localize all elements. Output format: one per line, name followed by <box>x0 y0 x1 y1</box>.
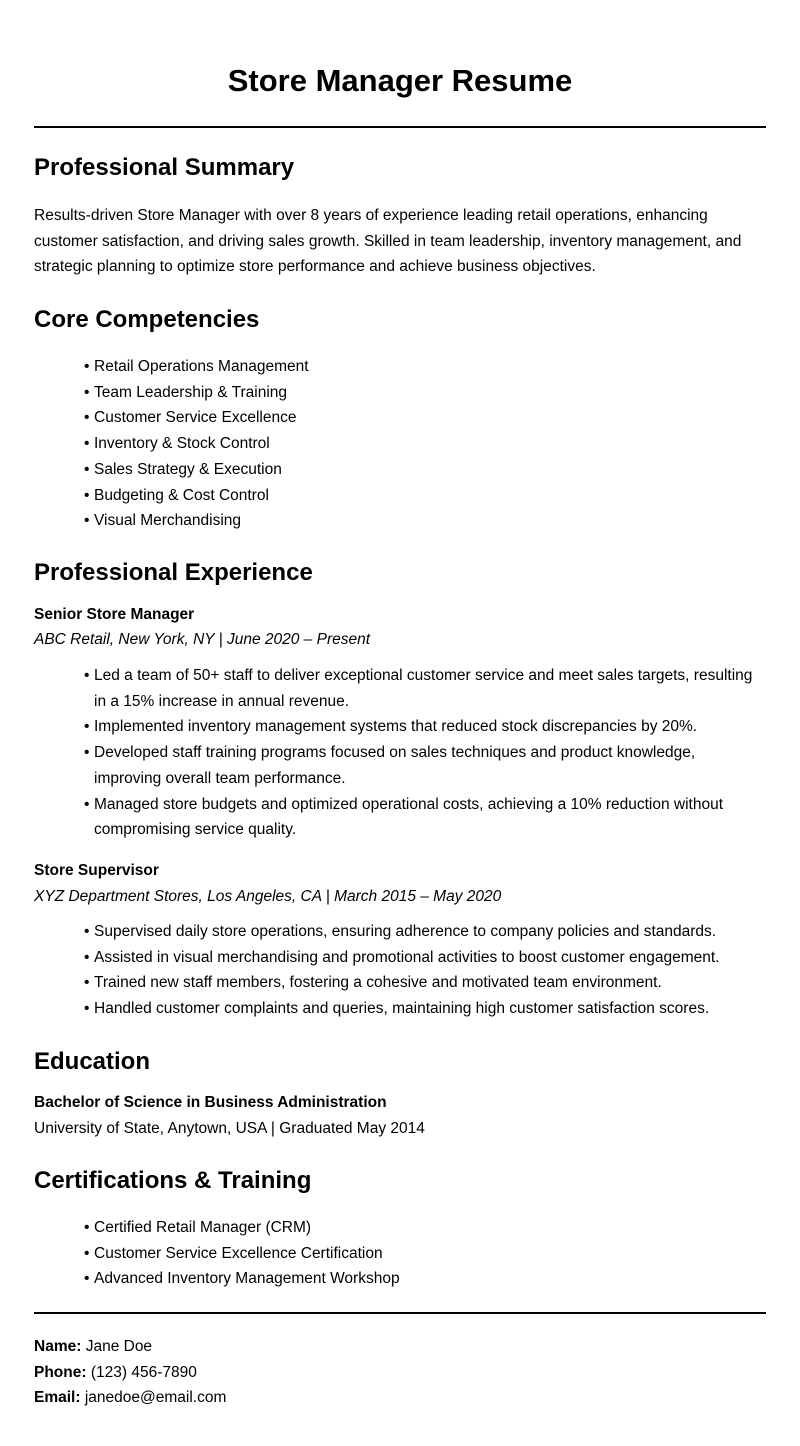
job-bullet: • Managed store budgets and optimized operational costs, achieving a 10% reduction without compromising service quality. <box>84 792 764 843</box>
competency-item: • Inventory & Stock Control <box>84 431 764 457</box>
contact-phone-value: (123) 456-7890 <box>90 1363 197 1381</box>
certification-item: • Advanced Inventory Management Workshop <box>84 1266 764 1292</box>
summary-heading: Professional Summary <box>34 154 295 181</box>
competencies-list <box>84 354 764 534</box>
job-bullet: • Supervised daily store operations, ensuring adherence to company policies and standards. <box>84 919 764 945</box>
contact-phone-label: Phone: <box>34 1363 87 1381</box>
competencies-heading: Core Competencies <box>34 306 260 333</box>
competency-item: • Sales Strategy & Execution <box>84 457 764 483</box>
footer-divider <box>34 1312 766 1314</box>
job-bullet: • Led a team of 50+ staff to deliver exceptional customer service and meet sales targets, resulting in a 15% increase in annual revenue. <box>84 663 764 714</box>
job-title: Store Supervisor <box>34 862 159 879</box>
header-divider <box>34 126 766 128</box>
contact-name-label: Name: <box>34 1338 82 1355</box>
education-school: University of State, Anytown, USA | Graduated May 2014 <box>34 1120 425 1137</box>
job-meta: ABC Retail, New York, NY | June 2020 – Present <box>34 631 371 648</box>
certifications-heading: Certifications & Training <box>34 1167 312 1194</box>
competency-item: • Customer Service Excellence <box>84 405 764 431</box>
contact-name-value: Jane Doe <box>85 1338 153 1355</box>
contact-phone <box>34 1360 226 1386</box>
job-bullet: • Handled customer complaints and queries, maintaining high customer satisfaction scores. <box>84 996 764 1022</box>
contact-email <box>34 1385 226 1411</box>
education-degree: Bachelor of Science in Business Administration <box>34 1094 387 1111</box>
summary-text: Results-driven Store Manager with over 8 years of experience leading retail operations, enhancing customer satisfaction, and driving sales growth. Skilled in team leadership, inventory management, and strategic planning to optimize store performance and achieve business objectives. <box>34 207 742 276</box>
certification-item: • Customer Service Excellence Certification <box>84 1241 764 1267</box>
job-bullet: • Implemented inventory management systems that reduced stock discrepancies by 20%. <box>84 714 764 740</box>
job-title: Senior Store Manager <box>34 606 195 623</box>
certifications-list <box>84 1215 764 1292</box>
contact-name <box>34 1334 226 1360</box>
competency-item: • Retail Operations Management <box>84 354 764 380</box>
job-bullets <box>84 663 764 843</box>
contact-block <box>34 1334 226 1411</box>
competency-item: • Budgeting & Cost Control <box>84 483 764 509</box>
competency-item: • Team Leadership & Training <box>84 380 764 406</box>
certification-item: • Certified Retail Manager (CRM) <box>84 1215 764 1241</box>
competency-item: • Visual Merchandising <box>84 508 764 534</box>
education-heading: Education <box>34 1048 151 1075</box>
contact-email-value: janedoe@email.com <box>84 1389 227 1407</box>
experience-heading: Professional Experience <box>34 559 313 586</box>
job-meta: XYZ Department Stores, Los Angeles, CA | March 2015 – May 2020 <box>34 888 502 905</box>
job-bullets <box>84 919 764 1022</box>
job-bullet: • Assisted in visual merchandising and promotional activities to boost customer engagement. <box>84 945 764 971</box>
page-title: Store Manager Resume <box>227 63 573 98</box>
job-bullet: • Trained new staff members, fostering a cohesive and motivated team environment. <box>84 970 764 996</box>
contact-email-label: Email: <box>34 1389 81 1407</box>
job-bullet: • Developed staff training programs focused on sales techniques and product knowledge, improving overall team performance. <box>84 740 764 791</box>
